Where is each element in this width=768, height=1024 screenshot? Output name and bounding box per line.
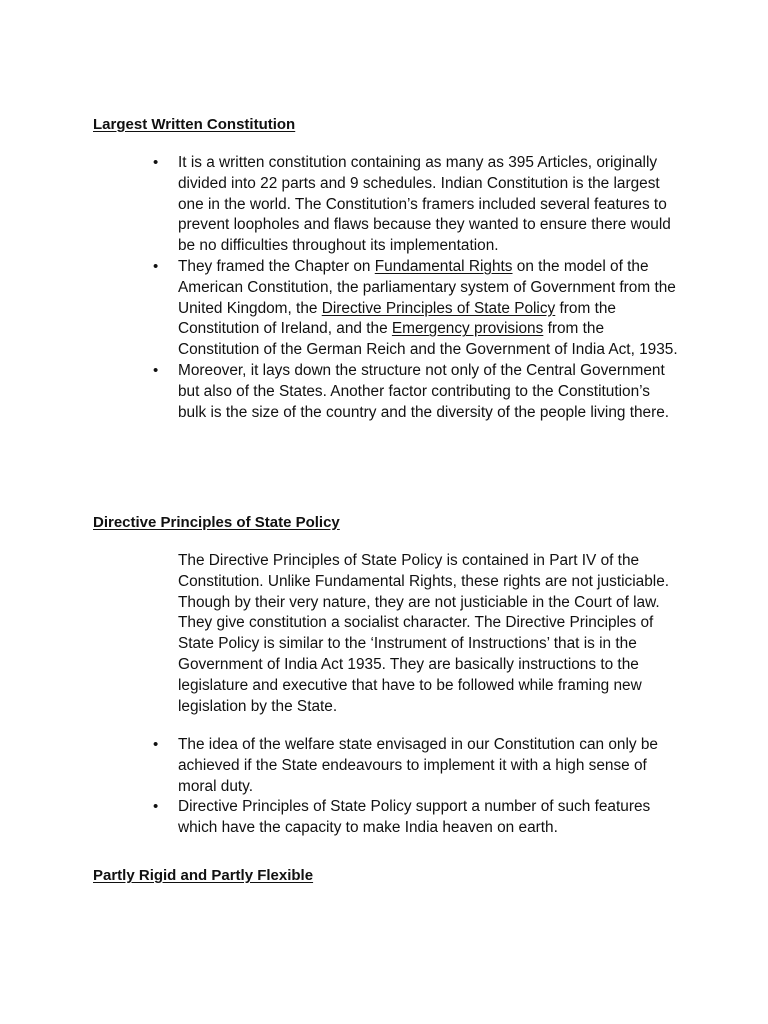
paragraph: The Directive Principles of State Policy is contained in Part IV of the Constitution. Unlike Fundamental Rights, these rights are not justiciable. Though by their very nature, they are not justiciable in the Court of law. They give constitution a socialist character. The Directive Principles of State Policy is similar to the ‘Instrument of Instructions’ that is in the Government of India Act 1935. They are basically instructions to the legislature and executive that have to be followed while framing new legislation by the State. bbox=[178, 552, 670, 715]
list-item-text: They framed the Chapter on bbox=[178, 257, 375, 275]
heading-largest-written-constitution: Largest Written Constitution bbox=[93, 116, 296, 133]
list-item bbox=[153, 735, 678, 797]
list-item-text: from the Constitution of Ireland, and the bbox=[178, 299, 616, 338]
bullet-icon: • bbox=[153, 257, 159, 275]
heading-partly-rigid: Partly Rigid and Partly Flexible bbox=[93, 867, 314, 884]
link-emergency-provisions[interactable]: Emergency provisions bbox=[391, 320, 544, 338]
list-item-text: on the model of the American Constitution, the parliamentary system of Government from the United Kingdom, the bbox=[178, 257, 676, 317]
bullet-icon: • bbox=[153, 361, 159, 379]
list-item-text: from the Constitution of the German Reich and the Government of India Act, 1935. bbox=[178, 320, 678, 359]
section-1-bullets bbox=[153, 153, 678, 423]
bullet-icon: • bbox=[153, 154, 159, 171]
link-directive-principles[interactable]: Directive Principles of State Policy bbox=[321, 299, 556, 317]
bullet-list bbox=[153, 153, 678, 423]
list-item bbox=[153, 153, 678, 257]
list-item bbox=[153, 797, 678, 839]
list-item-text: It is a written constitution containing as many as 395 Articles, originally divided into 22 parts and 9 schedules. Indian Constitution is the largest one in the world. The Constitution’s framers included several features to prevent loopholes and flaws because they wanted to ensure there would be no difficulties throughout its implementation. bbox=[178, 154, 671, 255]
bullet-icon: • bbox=[153, 736, 159, 753]
list-item bbox=[153, 361, 678, 423]
section-2-paragraph bbox=[178, 551, 678, 717]
bullet-icon: • bbox=[153, 798, 159, 816]
section-2-bullets bbox=[153, 735, 678, 839]
list-item-text: Moreover, it lays down the structure not only of the Central Government but also of the States. Another factor contributing to the Constitution’s bulk is the size of the country and the diversity of the people living there. bbox=[178, 361, 670, 421]
list-item bbox=[153, 257, 678, 361]
link-fundamental-rights[interactable]: Fundamental Rights bbox=[374, 257, 513, 275]
bullet-list bbox=[153, 735, 678, 839]
heading-directive-principles: Directive Principles of State Policy bbox=[93, 514, 340, 531]
list-item-text: Directive Principles of State Policy support a number of such features which have the capacity to make India heaven on earth. bbox=[178, 798, 651, 837]
list-item-text: The idea of the welfare state envisaged in our Constitution can only be achieved if the State endeavours to implement it with a high sense of moral duty. bbox=[178, 736, 658, 795]
